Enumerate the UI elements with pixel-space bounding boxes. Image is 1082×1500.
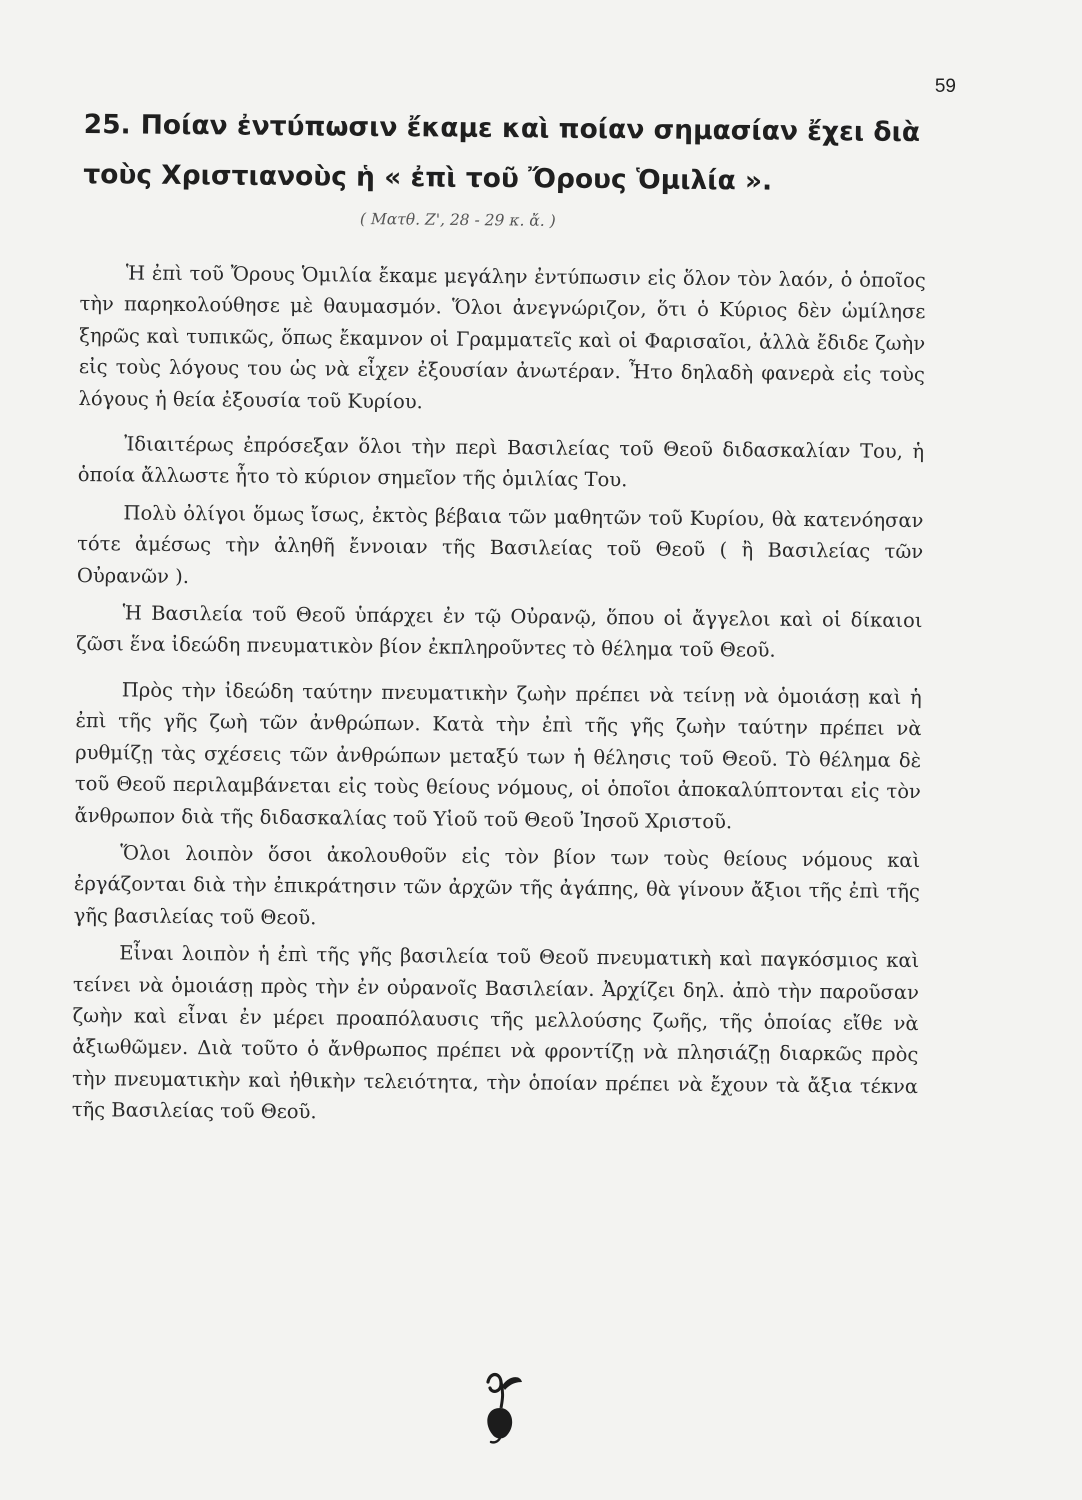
paragraph-7: Εἶναι λοιπὸν ἡ ἐπὶ τῆς γῆς βασιλεία τοῦ Θεοῦ πνευματικὴ καὶ παγκόσμιος καὶ τείνει νὰ ὁμοιάσῃ πρὸς τὴν ἐν οὐρανοῖς Βασιλείαν. Ἀρχίζει δηλ. ἀπὸ τὴν παροῦσαν ζωὴν καὶ εἶναι ἐν μέρει προαπόλαυσις τῆς μελλούσης ζωῆς, τῆς ὁποίας εἴθε νὰ ἀξιωθῶμεν. Διὰ τοῦτο ὁ ἄνθρωπος πρέπει νὰ φροντίζῃ νὰ πλησιάζῃ διαρκῶς πρὸς τὴν πνευματικὴν καὶ ἠθικὴν τελειότητα, τὴν ὁποίαν πρέπει νὰ ἔχουν τὰ ἄξια τέκνα τῆς Βασιλείας τοῦ Θεοῦ.	[71, 941, 920, 1124]
scripture-reference: ( Ματθ. Ζ', 28 - 29 κ. ἄ. )	[359, 210, 556, 230]
floral-ornament-icon	[474, 1368, 528, 1444]
paragraph-1: Ἡ ἐπὶ τοῦ Ὄρους Ὁμιλία ἔκαμε μεγάλην ἐντύπωσιν εἰς ὅλον τὸν λαόν, ὁ ὁποῖος τὴν παρηκολούθησε μὲ θαυμασμόν. Ὅλοι ἀνεγνώριζον, ὅτι ὁ Κύριος δὲν ὡμίλησε ξηρῶς καὶ τυπικῶς, ὅπως ἔκαμνον οἱ Γραμματεῖς καὶ οἱ Φαρισαῖοι, ἀλλὰ ἔδιδε ζωὴν εἰς τοὺς λόγους του ὡς νὰ εἶχεν ἐξουσίαν ἀνωτέραν. Ἦτο δηλαδὴ φανερὰ εἰς τοὺς λόγους ἡ θεία ἐξουσία τοῦ Κυρίου.	[78, 261, 926, 413]
paragraph-2: Ἰδιαιτέρως ἐπρόσεξαν ὅλοι τὴν περὶ Βασιλείας τοῦ Θεοῦ διδασκαλίαν Του, ἡ ὁποία ἄλλωστε ἦτο τὸ κύριον σημεῖον τῆς ὁμιλίας Του.	[77, 432, 925, 492]
paragraph-6: Ὅλοι λοιπὸν ὅσοι ἀκολουθοῦν εἰς τὸν βίον των τοὺς θείους νόμους καὶ ἐργάζονται διὰ τὴν ἐπικράτησιν τῶν ἀρχῶν τῆς ἀγάπης, θὰ γίνουν ἄξιοι τῆς ἐπὶ τῆς γῆς βασιλείας τοῦ Θεοῦ.	[73, 841, 921, 930]
chapter-heading	[83, 100, 964, 208]
body-text	[72, 252, 926, 1134]
paragraph-3: Πολὺ ὀλίγοι ὅμως ἴσως, ἐκτὸς βέβαια τῶν μαθητῶν τοῦ Κυρίου, θὰ κατενόησαν τότε ἀμέσως τὴν ἀληθῆ ἔννοιαν τῆς Βασιλείας τοῦ Θεοῦ ( ἢ Βασιλείας τῶν Οὐρανῶν ).	[76, 501, 924, 588]
paragraph-5: Πρὸς τὴν ἰδεώδη ταύτην πνευματικὴν ζωὴν πρέπει νὰ τείνῃ νὰ ὁμοιάσῃ καὶ ἡ ἐπὶ τῆς γῆς ζωὴ τῶν ἀνθρώπων. Κατὰ τὴν ἐπὶ τῆς γῆς ζωὴν ταύτην πρέπει νὰ ρυθμίζῃ τὰς σχέσεις τῶν ἀνθρώπων μεταξύ των ἡ θέλησις τοῦ Θεοῦ. Τὸ θέλημα δὲ τοῦ Θεοῦ περιλαμβάνεται εἰς τοὺς θείους νόμους, οἱ ὁποῖοι ἀποκαλύπτονται εἰς τὸν ἄνθρωπον διὰ τῆς διδασκαλίας τοῦ Υἱοῦ τοῦ Θεοῦ Ἰησοῦ Χριστοῦ.	[74, 678, 922, 833]
chapter-title: Ποίαν ἐντύπωσιν ἔκαμε καὶ ποίαν σημασίαν ἔχει διὰ τοὺς Χριστιανοὺς ἡ « ἐπὶ τοῦ Ὄρους Ὁμιλία ».	[83, 109, 921, 197]
chapter-number: 25.	[83, 108, 131, 141]
page-number: 59	[934, 76, 956, 97]
paragraph-4: Ἡ Βασιλεία τοῦ Θεοῦ ὑπάρχει ἐν τῷ Οὐρανῷ, ὅπου οἱ ἄγγελοι καὶ οἱ δίκαιοι ζῶσι ἕνα ἰδεώδη πνευματικὸν βίον ἐκπληροῦντες τὸ θέλημα τοῦ Θεοῦ.	[76, 601, 923, 663]
